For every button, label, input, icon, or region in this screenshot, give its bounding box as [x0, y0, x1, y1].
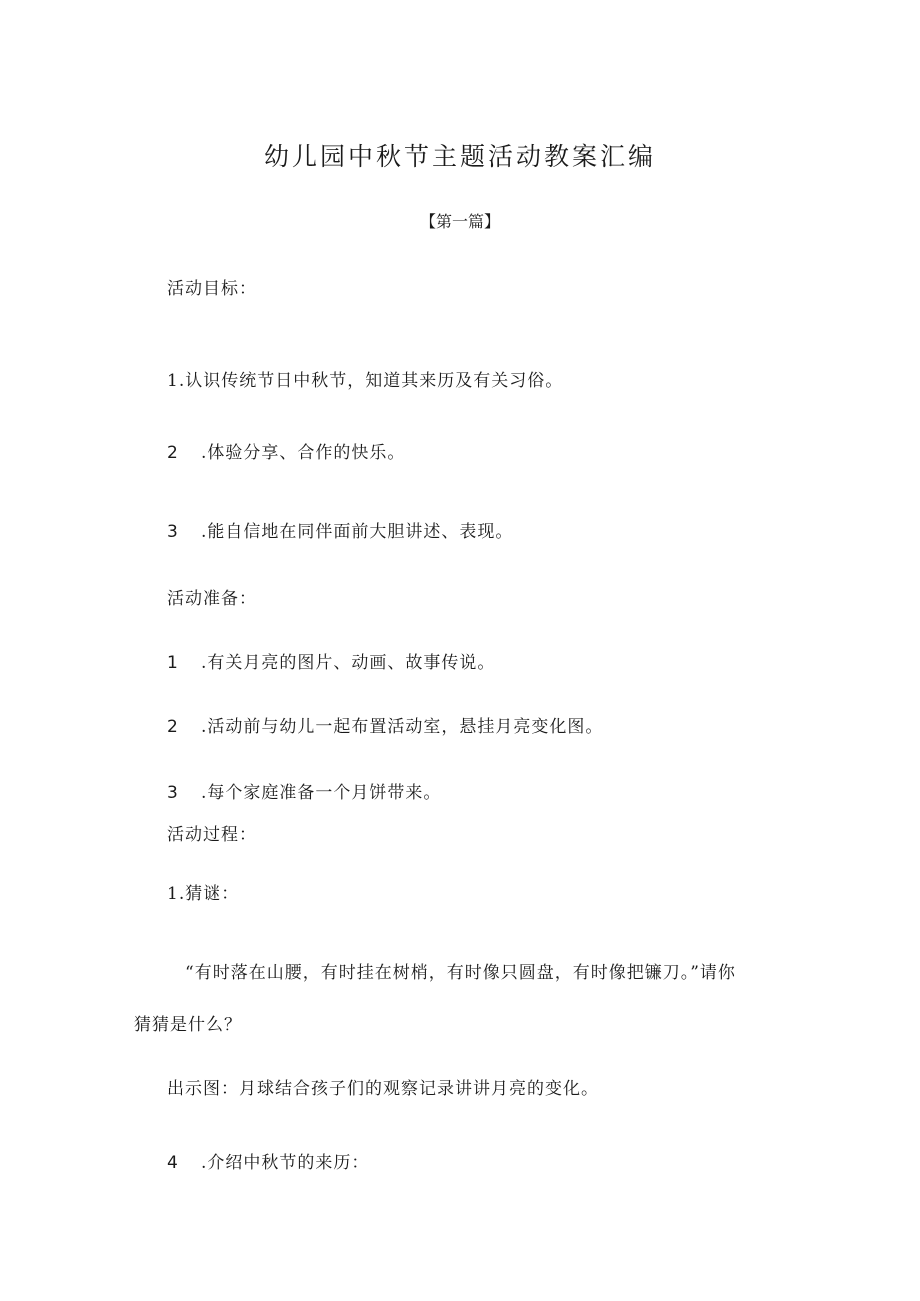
- prep-item-2-number: 2: [167, 717, 179, 737]
- goal-item-1: 1.认识传统节日中秋节，知道其来历及有关习俗。: [167, 371, 564, 391]
- process-step-4: [167, 1151, 369, 1175]
- process-step-4-text: .介绍中秋节的来历：: [201, 1153, 370, 1173]
- process-heading: 活动过程：: [167, 825, 257, 845]
- prep-item-3-text: .每个家庭准备一个月饼带来。: [201, 783, 442, 803]
- process-step-4-number: 4: [167, 1153, 179, 1173]
- riddle-line-2: 猜猜是什么？: [134, 1015, 242, 1035]
- prep-item-1-text: .有关月亮的图片、动画、故事传说。: [201, 653, 496, 673]
- section-label: 【第一篇】: [419, 212, 500, 231]
- prep-item-2-text: .活动前与幼儿一起布置活动室，悬挂月亮变化图。: [201, 717, 604, 737]
- goal-item-2: [167, 441, 405, 465]
- goal-item-3-number: 3: [167, 522, 179, 542]
- prep-item-2: [167, 715, 603, 739]
- prep-item-3-number: 3: [167, 783, 179, 803]
- prep-heading: 活动准备：: [167, 589, 257, 609]
- prep-item-3: [167, 781, 441, 805]
- prep-item-1: [167, 651, 495, 675]
- show-picture-line: 出示图：月球结合孩子们的观察记录讲讲月亮的变化。: [167, 1079, 599, 1099]
- prep-item-1-number: 1: [167, 653, 179, 673]
- goal-item-3-text: .能自信地在同伴面前大胆讲述、表现。: [201, 522, 514, 542]
- goal-item-2-number: 2: [167, 443, 179, 463]
- goals-heading: 活动目标：: [167, 279, 257, 299]
- goal-item-2-text: .体验分享、合作的快乐。: [201, 443, 406, 463]
- riddle-line-1: “有时落在山腰，有时挂在树梢，有时像只圆盘，有时像把镰刀。”请你: [185, 963, 736, 983]
- process-step-1: 1.猜谜：: [167, 884, 240, 904]
- goal-item-3: [167, 520, 513, 544]
- document-title: 幼儿园中秋节主题活动教案汇编: [263, 142, 656, 171]
